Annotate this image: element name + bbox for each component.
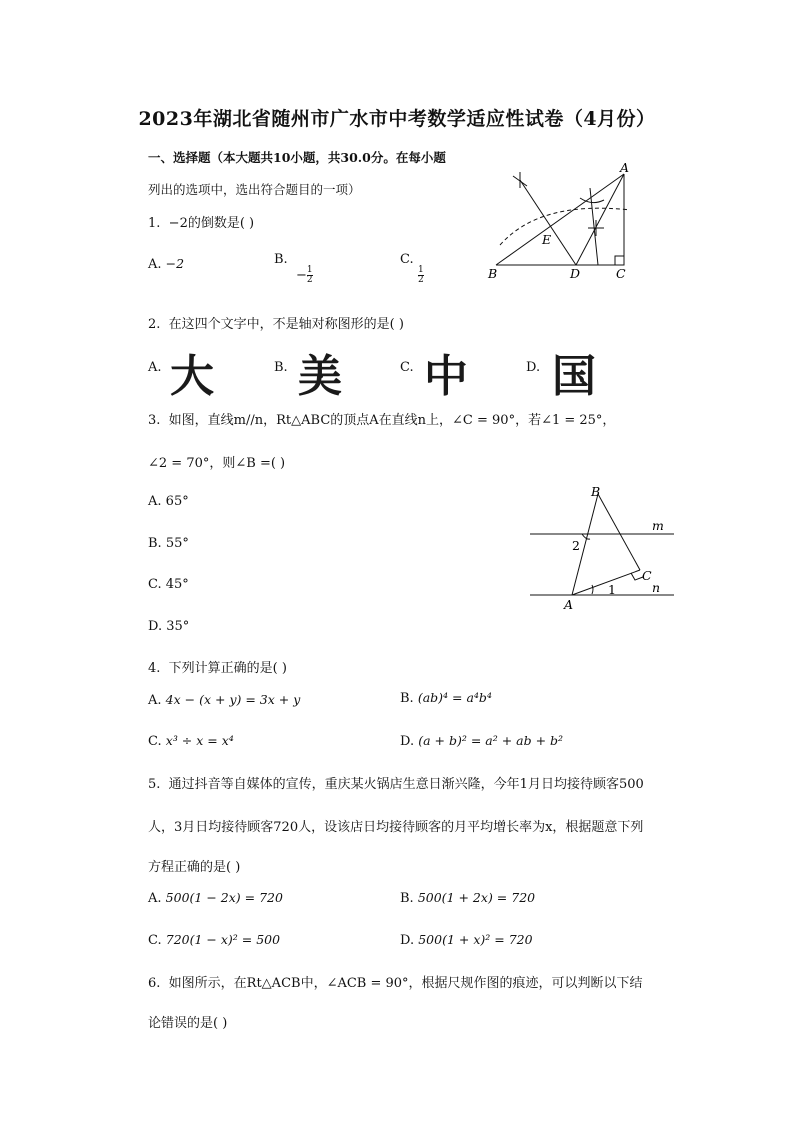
question-5-line1: 5. 通过抖音等自媒体的宣传，重庆某火锅店生意日渐兴隆，今年1月日均接待顾客500: [148, 777, 644, 792]
q2-option-a[interactable]: A.: [148, 360, 162, 375]
arc-cross-2: [588, 220, 604, 236]
q3-option-b[interactable]: B. 55°: [148, 536, 189, 551]
q1-option-b-value: $-\frac{1}{2}$: [296, 265, 313, 285]
q2-option-c[interactable]: C.: [400, 360, 414, 375]
fig1-label-c: C: [616, 266, 626, 281]
q3-option-c[interactable]: C. 45°: [148, 577, 189, 592]
arc-small: [580, 198, 604, 203]
section-header-line1: 一、选择题（本大题共10小题，共30.0分。在每小题: [148, 150, 446, 165]
right-angle-mark: [615, 256, 624, 265]
fig1-label-b: B: [488, 266, 498, 281]
q5-option-d[interactable]: D. 500(1 + x)² = 720: [400, 932, 533, 948]
fig2-label-m: m: [652, 518, 664, 533]
question-6-line1: 6. 如图所示，在Rt△ACB中，∠ACB = 90°，根据尺规作图的痕迹，可以判断以下结: [148, 976, 643, 991]
q4-option-b[interactable]: B. (ab)⁴ = a⁴b⁴: [400, 690, 492, 706]
q4-option-d[interactable]: D. (a + b)² = a² + ab + b²: [400, 733, 564, 749]
section-header-line2: 列出的选项中，选出符合题目的一项）: [148, 182, 361, 197]
fig2-label-a: A: [564, 597, 574, 612]
arc-dashed: [500, 208, 630, 245]
segment-ac: [572, 570, 640, 595]
arc-cross-1: [513, 172, 527, 188]
question-number: 1.: [148, 216, 161, 231]
question-2: 2. 在这四个文字中，不是轴对称图形的是( ): [148, 317, 404, 332]
q4-option-a[interactable]: A. 4x − (x + y) = 3x + y: [148, 692, 301, 708]
question-stem: −2的倒数是( ): [168, 216, 255, 231]
fig2-label-n: n: [652, 580, 661, 595]
segment-bc: [598, 494, 640, 570]
question-4: 4. 下列计算正确的是( ): [148, 661, 287, 676]
q2-char-a: 大: [170, 351, 214, 402]
fig2-label-b: B: [591, 484, 601, 499]
q1-option-a[interactable]: A. −2: [148, 256, 185, 272]
fig1-label-e: E: [542, 232, 552, 247]
segment-ad: [576, 174, 624, 265]
page-title: 2023年湖北省随州市广水市中考数学适应性试卷（4月份）: [138, 108, 656, 130]
question-3-line2: ∠2 = 70°，则∠B =( ): [148, 456, 286, 471]
q3-option-d[interactable]: D. 35°: [148, 619, 190, 634]
question-5-line3: 方程正确的是( ): [148, 860, 241, 875]
q3-option-a[interactable]: A. 65°: [148, 494, 189, 509]
question-3-line1: 3. 如图，直线m//n，Rt△ABC的顶点A在直线n上，∠C = 90°，若∠1 = 25°，: [148, 413, 616, 428]
q2-char-c: 中: [424, 351, 468, 402]
fig2-label-1: 1: [608, 582, 616, 597]
question-6-line2: 论错误的是( ): [148, 1016, 228, 1031]
question-5-line2: 人，3月日均接待顾客720人，设该店日均接待顾客的月平均增长率为x，根据题意下列: [148, 820, 644, 835]
q2-option-d[interactable]: D.: [526, 360, 541, 375]
fig2-label-c: C: [642, 568, 652, 583]
q2-char-d: 国: [552, 351, 596, 402]
q1-option-c[interactable]: C.: [400, 252, 414, 267]
figure-parallel-lines: [528, 484, 676, 612]
angle-1-arc: [592, 585, 593, 594]
q1-option-b[interactable]: B.: [274, 252, 288, 267]
q5-option-b[interactable]: B. 500(1 + 2x) = 720: [400, 890, 536, 906]
q2-char-b: 美: [298, 351, 342, 402]
fig1-label-d: D: [570, 266, 581, 281]
fig1-label-a: A: [620, 160, 630, 175]
question-1: [148, 212, 254, 231]
q1-option-c-value: $\frac{1}{2}$: [418, 265, 424, 285]
q4-option-c[interactable]: C. x³ ÷ x = x⁴: [148, 733, 234, 749]
figure-construction: [480, 160, 650, 285]
q5-option-a[interactable]: A. 500(1 − 2x) = 720: [148, 890, 283, 906]
angle-2-arc: [582, 534, 590, 539]
q5-option-c[interactable]: C. 720(1 − x)² = 500: [148, 932, 281, 948]
segment-ab: [496, 174, 624, 265]
q2-option-b[interactable]: B.: [274, 360, 288, 375]
fig2-label-2: 2: [572, 538, 580, 553]
